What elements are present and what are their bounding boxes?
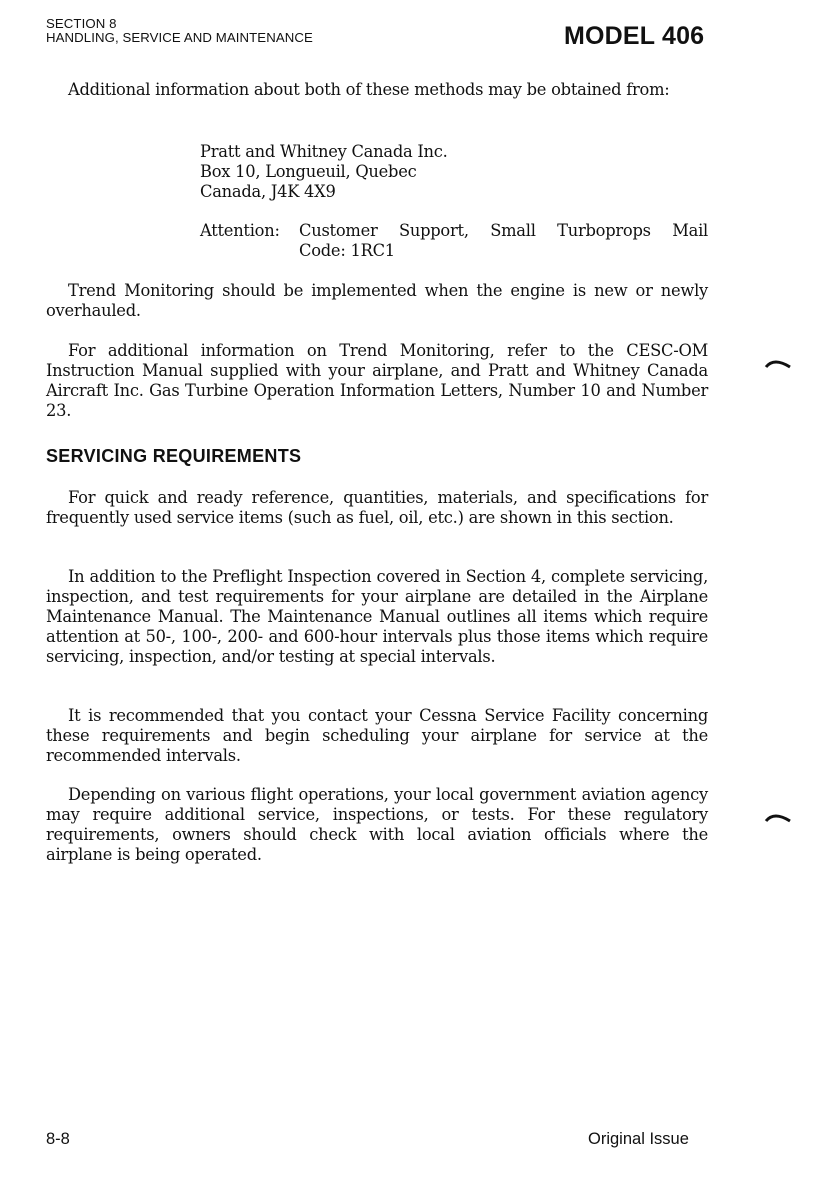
- intro-paragraph: Additional information about both of these methods may be obtained from:: [68, 80, 670, 99]
- address-line-2: Canada, J4K 4X9: [200, 182, 336, 201]
- change-bar-icon: [764, 810, 792, 824]
- address-company: Pratt and Whitney Canada Inc.: [200, 142, 448, 161]
- attention-block: [200, 221, 708, 261]
- servicing-paragraph: Depending on various flight operations, your local government aviation agency may require additional service, inspections, or tests. For these regulatory requirements, owners should check with local aviation officials where the airplane is being operated.: [46, 785, 708, 864]
- intro-paragraph-block: [46, 80, 708, 100]
- servicing-paragraph: It is recommended that you contact your Cessna Service Facility concerning these requirements and begin scheduling your airplane for service at the recommended intervals.: [46, 706, 708, 765]
- attention-line-1: Customer Support, Small Turboprops Mail: [299, 221, 708, 240]
- section-heading: SERVICING REQUIREMENTS: [46, 446, 302, 466]
- servicing-paragraph-4-block: [46, 785, 708, 865]
- attention-label: Attention:: [200, 221, 280, 240]
- address-line-1: Box 10, Longueuil, Quebec: [200, 162, 417, 181]
- change-bar-icon: [764, 356, 792, 370]
- issue-label: Original Issue: [588, 1130, 689, 1148]
- additional-info-block: [46, 341, 708, 421]
- servicing-paragraph: In addition to the Preflight Inspection covered in Section 4, complete servicing, inspection, and test requirements for your airplane are detailed in the Airplane Maintenance Manual. The Maintenance Manual outlines all items which require attention at 50-, 100-, 200- and 600-hour intervals plus those items which require servicing, inspection, and/or testing at special intervals.: [46, 567, 708, 666]
- attention-line-2: Code: 1RC1: [299, 241, 395, 260]
- servicing-paragraph-3-block: [46, 706, 708, 766]
- page-number: 8-8: [46, 1130, 70, 1148]
- servicing-paragraph: For quick and ready reference, quantities, materials, and specifications for frequently used service items (such as fuel, oil, etc.) are shown in this section.: [46, 488, 708, 527]
- trend-paragraph: Trend Monitoring should be implemented when the engine is new or newly overhauled.: [46, 281, 708, 320]
- model-title: MODEL 406: [564, 22, 705, 50]
- additional-info-paragraph: For additional information on Trend Monitoring, refer to the CESC-OM Instruction Manual supplied with your airplane, and Pratt and Whitney Canada Aircraft Inc. Gas Turbine Operation Information Letters, Number 10 and Number 23.: [46, 341, 708, 420]
- section-title: HANDLING, SERVICE AND MAINTENANCE: [46, 30, 313, 45]
- address-block: [200, 142, 708, 202]
- trend-paragraph-block: [46, 281, 708, 321]
- servicing-paragraph-1-block: [46, 488, 708, 528]
- page-header-section: [46, 17, 313, 45]
- servicing-paragraph-2-block: [46, 567, 708, 667]
- section-number: SECTION 8: [46, 16, 117, 31]
